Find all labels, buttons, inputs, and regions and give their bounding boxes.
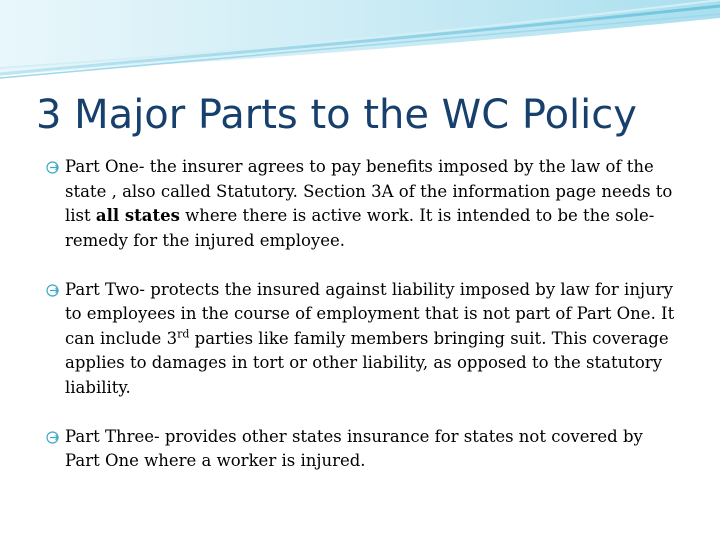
bullet-text-part: Part One- the insurer agrees to pay benefits imposed by the law of the state , also called Statutory. Section 3A of the information page needs to list — [65, 157, 673, 225]
emphasis-text: all states — [95, 206, 180, 225]
bullet-text-part: where there is active work. It is intended to be the sole-remedy for the injured employee. — [65, 206, 655, 250]
bullet-text-part: parties like family members bringing suit. This coverage applies to damages in tort or other liability, as opposed to the statutory liability. — [65, 328, 669, 397]
bullet-item-part-three — [46, 425, 678, 474]
ordinal-superscript: rd — [177, 327, 190, 340]
bullet-text — [65, 155, 678, 253]
bullet-text — [65, 278, 678, 401]
slide-title: 3 Major Parts to the WC Policy — [36, 92, 637, 138]
bullet-text-part: Part Two- protects the insured against liability imposed by law for injury to employees in the course of employment that is not part of Part One. It can include 3 — [65, 279, 675, 348]
bullet-item-part-one — [46, 155, 678, 253]
circled-arrow-icon — [46, 426, 61, 444]
circled-arrow-icon — [46, 279, 61, 297]
bullet-item-part-two — [46, 278, 678, 401]
circled-arrow-icon — [46, 156, 61, 174]
bullet-list — [46, 155, 678, 498]
decorative-wave-banner — [0, 0, 720, 90]
bullet-text: Part Three- provides other states insurance for states not covered by Part One where a worker is injured. — [65, 426, 643, 470]
